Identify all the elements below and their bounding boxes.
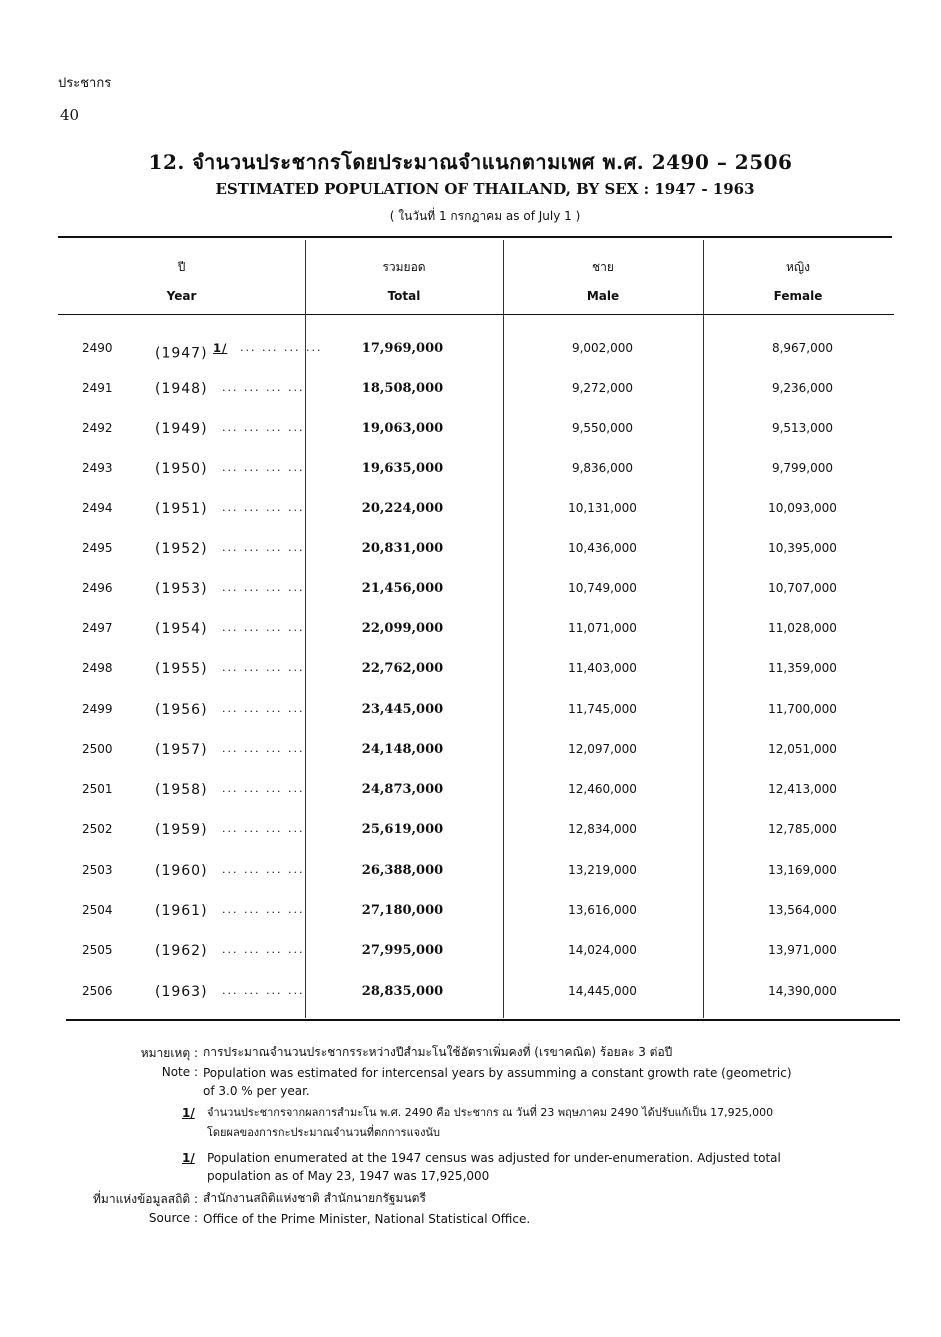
year-ce-cell: (1954) (155, 621, 208, 637)
year-be-cell: 2503 (82, 863, 113, 877)
female-cell: 11,700,000 (768, 702, 837, 716)
footnote-1-thai-line-2: โดยผลของการกะประมาณจำนวนที่ตกการแจงนับ (207, 1126, 440, 1139)
table-row (0, 501, 941, 525)
table-row (0, 822, 941, 846)
male-cell: 10,749,000 (568, 581, 637, 595)
column-header-year-thai: ปี (177, 260, 186, 274)
male-cell: 9,550,000 (571, 421, 634, 435)
year-ce-cell: (1963) (155, 984, 208, 1000)
column-header-female-thai: หญิง (786, 260, 810, 274)
dot-leader: ... ... ... ... (222, 421, 305, 434)
note-text-english-line-1: Population was estimated for intercensal years by assumming a constant growth rate (geometric) (203, 1066, 792, 1080)
year-ce-cell: (1951) (155, 501, 208, 517)
female-cell: 11,359,000 (768, 661, 837, 675)
female-cell: 12,785,000 (768, 822, 837, 836)
column-header-year (58, 258, 305, 303)
source-label-english: Source : (148, 1211, 198, 1225)
year-ce-cell: (1959) (155, 822, 208, 838)
dot-leader: ... ... ... ... (240, 341, 323, 354)
dot-leader: ... ... ... ... (222, 863, 305, 876)
table-row (0, 341, 941, 365)
total-cell: 26,388,000 (361, 863, 444, 878)
dot-leader: ... ... ... ... (222, 621, 305, 634)
total-cell: 21,456,000 (361, 581, 444, 596)
table-row (0, 661, 941, 685)
female-cell: 10,395,000 (768, 541, 837, 555)
table-row (0, 943, 941, 967)
year-ce-cell: (1953) (155, 581, 208, 597)
male-cell: 10,436,000 (568, 541, 637, 555)
year-be-cell: 2494 (82, 501, 113, 515)
note-text-english-line-2: of 3.0 % per year. (203, 1084, 310, 1098)
female-cell: 9,799,000 (771, 461, 834, 475)
total-cell: 25,619,000 (361, 822, 444, 837)
table-row (0, 702, 941, 726)
year-ce-cell: (1960) (155, 863, 208, 879)
year-ce-cell: (1962) (155, 943, 208, 959)
header-bottom-rule (58, 314, 894, 315)
year-be-cell: 2498 (82, 661, 113, 675)
year-be-cell: 2497 (82, 621, 113, 635)
female-cell: 8,967,000 (771, 341, 834, 355)
dot-leader: ... ... ... ... (222, 581, 305, 594)
column-header-total-english: Total (387, 289, 421, 303)
total-cell: 19,635,000 (361, 461, 444, 476)
male-cell: 9,002,000 (571, 341, 634, 355)
year-ce-cell: (1949) (155, 421, 208, 437)
total-cell: 22,762,000 (361, 661, 444, 676)
female-cell: 12,051,000 (768, 742, 837, 756)
male-cell: 14,445,000 (568, 984, 637, 998)
source-text-thai: สำนักงานสถิติแห่งชาติ สำนักนายกรัฐมนตรี (203, 1191, 426, 1205)
footnote-1-thai-line-1: จำนวนประชากรจากผลการสำมะโน พ.ศ. 2490 คือ ประชากร ณ วันที่ 23 พฤษภาคม 2490 ได้ปรับแก้เป็น 17,925,000 (207, 1106, 774, 1119)
dot-leader: ... ... ... ... (222, 782, 305, 795)
male-cell: 12,460,000 (568, 782, 637, 796)
note-label-thai: หมายเหตุ : (140, 1046, 198, 1060)
year-ce-cell: (1952) (155, 541, 208, 557)
column-header-male-english: Male (586, 289, 620, 303)
table-row (0, 541, 941, 565)
total-cell: 22,099,000 (361, 621, 444, 636)
year-be-cell: 2490 (82, 341, 113, 355)
female-cell: 13,971,000 (768, 943, 837, 957)
table-top-rule (58, 236, 892, 238)
female-cell: 10,707,000 (768, 581, 837, 595)
female-cell: 13,169,000 (768, 863, 837, 877)
footnote-marker: 1/ (213, 341, 228, 355)
table-row (0, 421, 941, 445)
female-cell: 11,028,000 (768, 621, 837, 635)
dot-leader: ... ... ... ... (222, 541, 305, 554)
total-cell: 20,831,000 (361, 541, 444, 556)
column-header-female (703, 258, 893, 303)
table-row (0, 621, 941, 645)
table-row (0, 782, 941, 806)
table-bottom-rule (66, 1019, 900, 1021)
column-header-male (503, 258, 703, 303)
year-be-cell: 2504 (82, 903, 113, 917)
total-cell: 20,224,000 (361, 501, 444, 516)
year-be-cell: 2491 (82, 381, 113, 395)
year-be-cell: 2500 (82, 742, 113, 756)
male-cell: 14,024,000 (568, 943, 637, 957)
male-cell: 12,097,000 (568, 742, 637, 756)
total-cell: 28,835,000 (361, 984, 444, 999)
footnote-1-marker-thai: 1/ (182, 1106, 195, 1120)
column-header-total-thai: รวมยอด (382, 260, 426, 274)
total-cell: 24,873,000 (361, 782, 444, 797)
male-cell: 11,071,000 (568, 621, 637, 635)
column-header-female-english: Female (773, 289, 823, 303)
total-cell: 24,148,000 (361, 742, 444, 757)
male-cell: 13,219,000 (568, 863, 637, 877)
total-cell: 23,445,000 (361, 702, 444, 717)
table-title-english: ESTIMATED POPULATION OF THAILAND, BY SEX : 1947 - 1963 (215, 180, 755, 198)
year-ce-cell: (1956) (155, 702, 208, 718)
dot-leader: ... ... ... ... (222, 903, 305, 916)
male-cell: 10,131,000 (568, 501, 637, 515)
total-cell: 19,063,000 (361, 421, 444, 436)
male-cell: 11,403,000 (568, 661, 637, 675)
year-be-cell: 2496 (82, 581, 113, 595)
year-ce-cell: (1958) (155, 782, 208, 798)
male-cell: 12,834,000 (568, 822, 637, 836)
year-ce-text: (1947) (155, 345, 208, 362)
total-cell: 27,180,000 (361, 903, 444, 918)
table-row (0, 863, 941, 887)
year-ce-cell (155, 341, 227, 362)
male-cell: 9,836,000 (571, 461, 634, 475)
column-header-total (305, 258, 503, 303)
table-row (0, 581, 941, 605)
year-ce-cell: (1961) (155, 903, 208, 919)
year-ce-cell: (1955) (155, 661, 208, 677)
note-text-thai: การประมาณจำนวนประชากรระหว่างปีสำมะโนใช้อัตราเพิ่มคงที่ (เรขาคณิต) ร้อยละ 3 ต่อปี (203, 1045, 673, 1059)
dot-leader: ... ... ... ... (222, 661, 305, 674)
year-be-cell: 2506 (82, 984, 113, 998)
total-cell: 27,995,000 (361, 943, 444, 958)
table-row (0, 742, 941, 766)
total-cell: 18,508,000 (361, 381, 444, 396)
table-row (0, 903, 941, 927)
year-ce-cell: (1957) (155, 742, 208, 758)
running-head: ประชากร (58, 76, 112, 91)
year-be-cell: 2495 (82, 541, 113, 555)
source-text-english: Office of the Prime Minister, National Statistical Office. (203, 1212, 531, 1226)
dot-leader: ... ... ... ... (222, 381, 305, 394)
table-row (0, 461, 941, 485)
page-number: 40 (60, 106, 80, 124)
year-be-cell: 2505 (82, 943, 113, 957)
total-cell: 17,969,000 (361, 341, 444, 356)
year-be-cell: 2501 (82, 782, 113, 796)
table-subtitle: ( ในวันที่ 1 กรกฎาคม as of July 1 ) (389, 209, 581, 223)
year-be-cell: 2499 (82, 702, 113, 716)
note-label-english: Note : (161, 1065, 198, 1079)
table-row (0, 381, 941, 405)
dot-leader: ... ... ... ... (222, 702, 305, 715)
dot-leader: ... ... ... ... (222, 501, 305, 514)
table-title-thai: 12. จำนวนประชากรโดยประมาณจำแนกตามเพศ พ.ศ. 2490 – 2506 (148, 150, 793, 174)
year-ce-cell: (1948) (155, 381, 208, 397)
footnote-1-english-line-2: population as of May 23, 1947 was 17,925,000 (207, 1169, 490, 1183)
dot-leader: ... ... ... ... (222, 461, 305, 474)
table-row (0, 984, 941, 1008)
female-cell: 9,236,000 (771, 381, 834, 395)
year-be-cell: 2493 (82, 461, 113, 475)
male-cell: 11,745,000 (568, 702, 637, 716)
female-cell: 13,564,000 (768, 903, 837, 917)
source-label-thai: ที่มาแห่งข้อมูลสถิติ : (93, 1192, 198, 1206)
female-cell: 9,513,000 (771, 421, 834, 435)
female-cell: 10,093,000 (768, 501, 837, 515)
footnote-1-english-line-1: Population enumerated at the 1947 census was adjusted for under-enumeration. Adjusted total (207, 1151, 781, 1165)
year-be-cell: 2502 (82, 822, 113, 836)
dot-leader: ... ... ... ... (222, 742, 305, 755)
column-header-male-thai: ชาย (592, 260, 614, 274)
column-header-year-english: Year (166, 289, 197, 303)
dot-leader: ... ... ... ... (222, 943, 305, 956)
male-cell: 9,272,000 (571, 381, 634, 395)
dot-leader: ... ... ... ... (222, 822, 305, 835)
footnote-1-marker-english: 1/ (182, 1151, 195, 1165)
female-cell: 14,390,000 (768, 984, 837, 998)
male-cell: 13,616,000 (568, 903, 637, 917)
dot-leader: ... ... ... ... (222, 984, 305, 997)
year-be-cell: 2492 (82, 421, 113, 435)
year-ce-cell: (1950) (155, 461, 208, 477)
female-cell: 12,413,000 (768, 782, 837, 796)
